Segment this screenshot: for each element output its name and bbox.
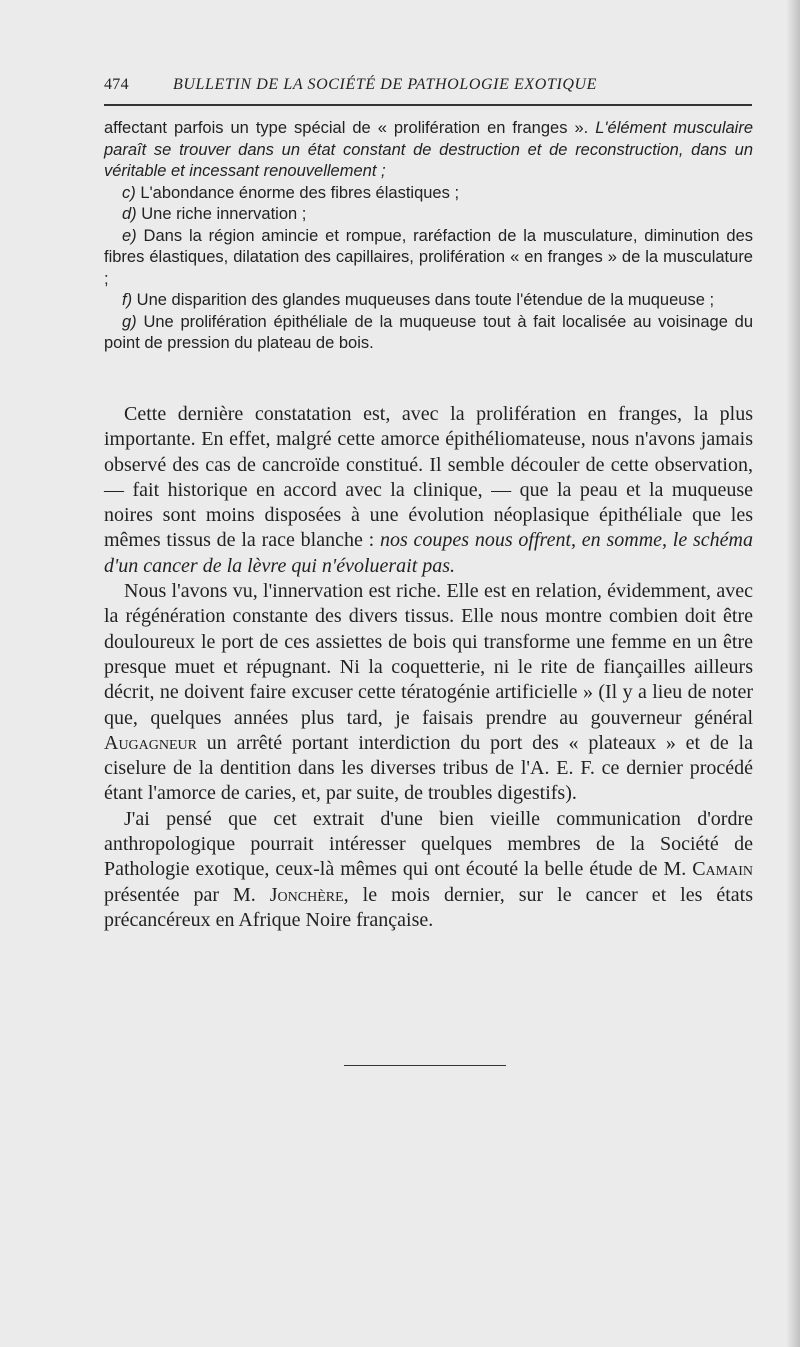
paragraph-2-text-b: un arrêté portant interdiction du port des « plateaux » et de la ciselure de la dentition dans les diverses tribus de l'A. E. F. ce dernier procédé étant l'amorce de caries, et, par suite, de troubles digestifs). — [104, 731, 753, 805]
list-text: Une riche innervation ; — [136, 205, 307, 223]
findings-list — [104, 118, 753, 355]
list-item-c — [104, 183, 753, 205]
list-text: L'abondance énorme des fibres élastiques ; — [135, 183, 460, 202]
list-marker: g) — [122, 312, 137, 331]
list-marker: c) — [122, 183, 136, 202]
list-marker: d) — [122, 205, 137, 223]
list-item-g — [104, 312, 753, 355]
author-name-augagneur: Augagneur — [104, 731, 197, 754]
author-name-jonchere: Jonchère — [269, 883, 344, 906]
paragraph-3-text-b: présentée par M. — [104, 883, 270, 906]
opening-lead: affectant parfois un type spécial de « prolifération en franges ». — [104, 119, 596, 137]
opening-italic: L'élément musculaire paraît se trouver dans un état constant de destruction et de reconstruction, dans un véritable et incessant renouvellement ; — [104, 119, 753, 180]
paragraph-2-text-a: Nous l'avons vu, l'innervation est riche. Elle est en relation, évidemment, avec la régénération constante des divers tissus. Elle nous montre combien doit être douloureux le port de ces assiettes de bois qui transforme une femme en un être presque muet et répugnant. Ni la coquetterie, ni le rite de fiançailles ailleurs décrit, ne doivent faire excuser cette tératogénie artificielle » (Il y a lieu de noter que, quelques années plus tard, je faisais prendre au gouverneur général — [104, 580, 753, 729]
body-text — [104, 402, 753, 933]
paragraph-3-text-c: , le mois dernier, sur le cancer et les états précancéreux en Afrique Noire française. — [104, 883, 753, 931]
list-item-f — [104, 290, 753, 312]
paragraph-3 — [104, 807, 753, 933]
header-rule — [104, 104, 752, 106]
page-number: 474 — [104, 76, 129, 93]
list-text: Une disparition des glandes muqueuses dans toute l'étendue de la muqueuse ; — [132, 291, 715, 309]
paragraph-1 — [104, 402, 753, 579]
paragraph-1-text: Cette dernière constatation est, avec la prolifération en franges, la plus importante. En effet, malgré cette amorce épithéliomateuse, nous n'avons jamais observé des cas de cancroïde constitué. Il semble découler de cette observation, — fait historique en accord avec la clinique, — que la peau et la muqueuse noires sont moins disposées à une évolution néoplasique épithéliale que les mêmes tissus de la race blanche : — [104, 403, 753, 552]
running-title: BULLETIN DE LA SOCIÉTÉ DE PATHOLOGIE EXOTIQUE — [173, 76, 598, 93]
end-rule — [344, 1065, 506, 1066]
list-marker: e) — [122, 226, 137, 245]
list-item-d — [104, 204, 753, 226]
list-text: Dans la région amincie et rompue, raréfaction de la musculature, diminution des fibres élastiques, dilatation des capillaires, prolifération « en franges » de la musculature ; — [104, 226, 753, 288]
author-name-camain: Camain — [692, 858, 753, 881]
list-marker: f) — [122, 291, 133, 309]
paragraph-2 — [104, 579, 753, 807]
list-item-e — [104, 226, 753, 291]
findings-opening — [104, 118, 753, 183]
paragraph-3-text-a: J'ai pensé que cet extrait d'une bien vieille communication d'ordre anthropologique pourrait intéresser quelques membres de la Société de Pathologie exotique, ceux-là mêmes qui ont écouté la belle étude de M. — [104, 807, 753, 881]
paragraph-1-italic: nos coupes nous offrent, en somme, le schéma d'un cancer de la lèvre qui n'évoluerait pas. — [104, 529, 753, 577]
page-header — [104, 76, 752, 100]
page-edge-shadow — [786, 0, 800, 1347]
list-text: Une prolifération épithéliale de la muqueuse tout à fait localisée au voisinage du point de pression du plateau de bois. — [104, 312, 753, 352]
